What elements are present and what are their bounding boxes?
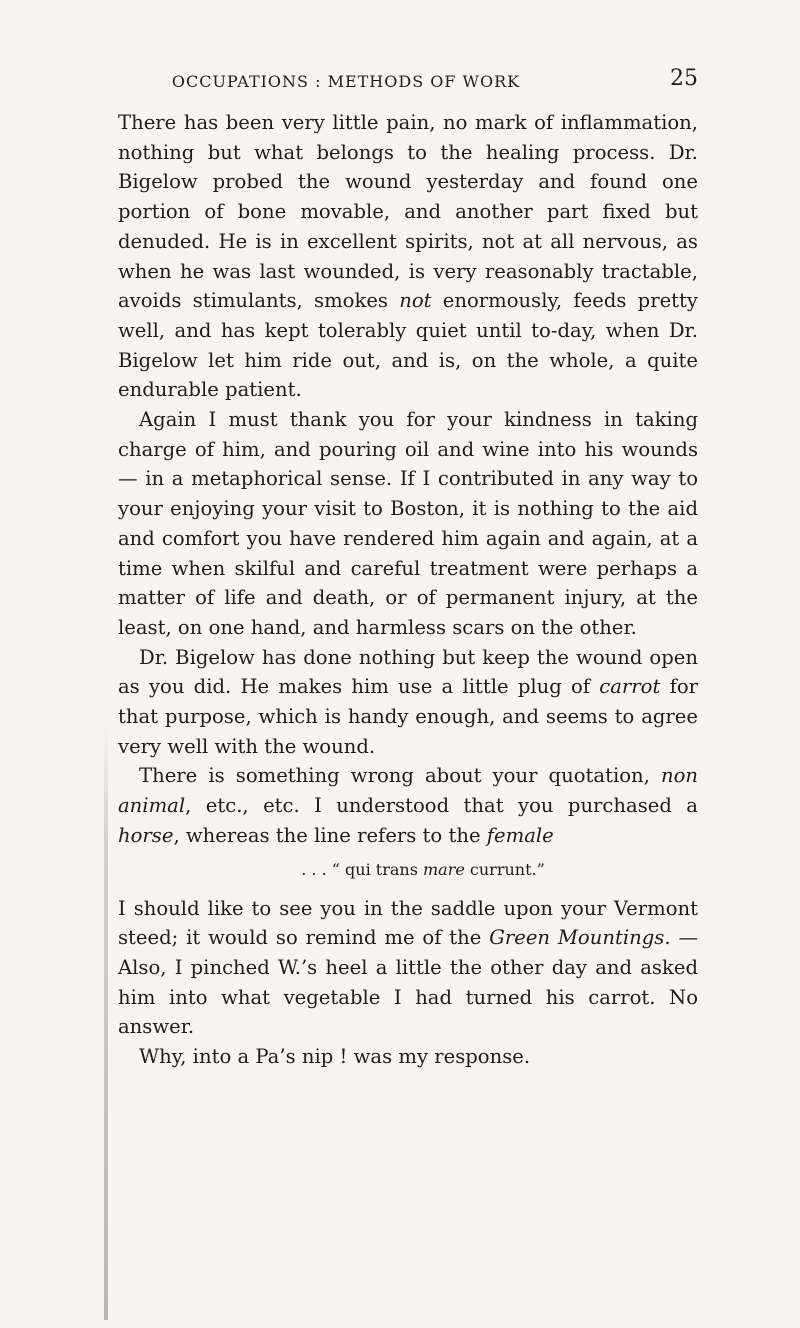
running-head: OCCUPATIONS : METHODS OF WORK: [171, 72, 521, 91]
paragraph-3-text-c: for that purpose, which is handy enough, and seems to agree very well with the wound.: [118, 675, 698, 758]
paragraph-4-text-c: , etc., etc. I understood that you purchased a: [185, 794, 698, 818]
paragraph-1-text-c: enormously, feeds pretty well, and has kept tolerably quiet until to-day, when Dr. Bigelow let him ride out, and is, on the whole, a quite endurable patient.: [118, 289, 698, 402]
page-header: [118, 66, 698, 96]
paragraph-6: Why, into a Pa’s nip ! was my response.: [139, 1045, 531, 1069]
page-gutter-shadow: [104, 720, 108, 1320]
paragraph-5-text-c: — Also, I pinched W.’s heel a little the other day and asked him into what vegetable I had turned his carrot. No answer.: [118, 926, 698, 1039]
quote-text-a: . . . “ qui trans: [301, 859, 423, 879]
paragraph-4-italic-horse: horse: [118, 823, 174, 847]
paragraph-3-italic-carrot: carrot: [599, 675, 661, 699]
paragraph-4-text-a: There is something wrong about your quotation,: [139, 764, 661, 788]
paragraph-4-text-e: , whereas the line refers to the: [173, 823, 487, 847]
paragraph-4-italic-female: female: [486, 823, 554, 847]
paragraph-4: [118, 761, 698, 850]
paragraph-3: [118, 643, 698, 762]
body-text: [118, 108, 698, 1072]
quote-italic-mare: mare: [422, 859, 465, 879]
paragraph-1-italic-not: not: [399, 289, 432, 313]
block-quote: [118, 856, 698, 884]
paragraph-3-text-a: Dr. Bigelow has done nothing but keep the wound open as you did. He makes him use a little plug of: [118, 645, 698, 699]
paragraph-1: [118, 108, 698, 405]
paragraph-2: Again I must thank you for your kindness in taking charge of him, and pouring oil and wine into his wounds — in a metaphorical sense. If I contributed in any way to your enjoying your visit to Boston, it is nothing to the aid and comfort you have rendered him again and again, at a time when skilful and careful treatment were perhaps a matter of life and death, or of permanent injury, at the least, on one hand, and harmless scars on the other.: [118, 408, 698, 639]
quote-text-c: currunt.”: [464, 859, 545, 879]
page-number: 25: [670, 66, 698, 91]
paragraph-4-italic-non-animal: non animal: [118, 764, 698, 818]
paragraph-5-italic-green-mountings: Green Mountings.: [489, 926, 671, 950]
paragraph-5: [118, 894, 698, 1043]
paragraph-1-text-a: There has been very little pain, no mark of inflammation, nothing but what belongs to the healing process. Dr. Bigelow probed the wound yesterday and found one portion of bone movable, and another part fixed but denuded. He is in excellent spirits, not at all nervous, as when he was last wounded, is very reasonably tractable, avoids stimulants, smokes: [118, 111, 698, 313]
paragraph-5-text-a: I should like to see you in the saddle upon your Vermont steed; it would so remind me of the: [118, 896, 698, 950]
